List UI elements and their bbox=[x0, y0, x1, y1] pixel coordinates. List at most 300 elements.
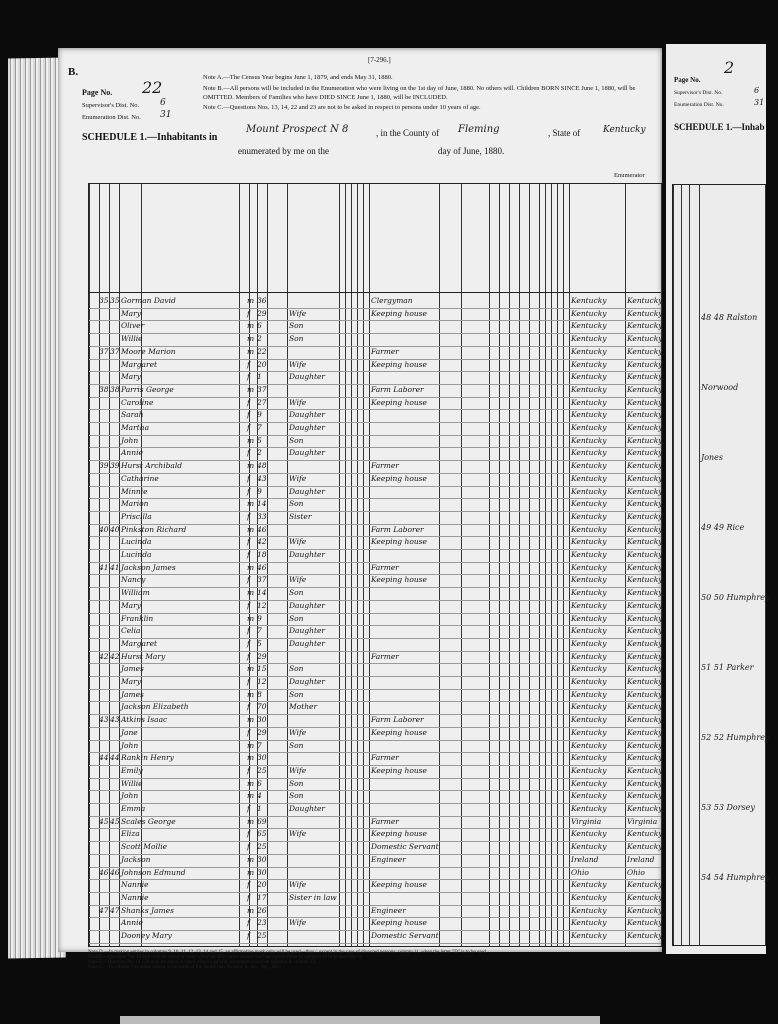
birthplace: Kentucky bbox=[571, 334, 607, 344]
person-name: Mary bbox=[121, 600, 141, 610]
sex: m bbox=[247, 689, 255, 699]
sex: f bbox=[247, 448, 250, 458]
supervisor-value: 6 bbox=[160, 98, 166, 108]
table-row bbox=[89, 347, 661, 360]
birthplace: Kentucky bbox=[571, 613, 607, 623]
relationship: Wife bbox=[289, 575, 307, 585]
age: 30 bbox=[257, 867, 267, 877]
birthplace: Virginia bbox=[571, 816, 602, 826]
table-row bbox=[89, 550, 661, 563]
table-row bbox=[89, 321, 661, 334]
sex: f bbox=[247, 397, 250, 407]
family-number: 41 bbox=[110, 562, 120, 572]
age: 12 bbox=[257, 600, 267, 610]
table-row bbox=[89, 829, 661, 842]
age: 43 bbox=[257, 473, 267, 483]
family-number: 43 bbox=[110, 715, 120, 725]
person-name: Jackson bbox=[121, 854, 151, 864]
relationship: Wife bbox=[289, 727, 307, 737]
sex: f bbox=[247, 537, 250, 547]
sex: f bbox=[247, 931, 250, 940]
birthplace: Kentucky bbox=[571, 842, 607, 852]
table-row bbox=[89, 372, 661, 385]
father-birthplace: Kentucky bbox=[627, 905, 663, 915]
occupation: Farmer bbox=[371, 562, 399, 572]
sex: m bbox=[247, 664, 255, 674]
age: 2 bbox=[257, 448, 262, 458]
sex: f bbox=[247, 765, 250, 775]
relationship: Daughter bbox=[289, 486, 325, 496]
father-birthplace: Kentucky bbox=[627, 473, 663, 483]
relationship: Wife bbox=[289, 765, 307, 775]
person-name: Franklin bbox=[121, 613, 154, 623]
table-row bbox=[89, 652, 661, 665]
table-row bbox=[89, 588, 661, 601]
footnotes bbox=[88, 950, 648, 970]
relationship: Son bbox=[289, 689, 304, 699]
person-name: Shanks James bbox=[121, 905, 174, 915]
relationship: Wife bbox=[289, 829, 307, 839]
page-no-label: Page No. bbox=[82, 88, 113, 97]
birthplace: Kentucky bbox=[571, 715, 607, 725]
person-name: William bbox=[121, 588, 150, 598]
relationship: Daughter bbox=[289, 638, 325, 648]
father-birthplace: Kentucky bbox=[627, 359, 663, 369]
facing-supervisor-label: Supervisor's Dist. No. bbox=[674, 90, 723, 96]
occupation: Farm Laborer bbox=[371, 524, 424, 534]
father-birthplace: Kentucky bbox=[627, 448, 663, 458]
age: 36 bbox=[257, 296, 267, 305]
facing-enumeration-no: 31 bbox=[754, 98, 765, 107]
facing-entry: 51 51 Parker bbox=[701, 663, 754, 672]
father-birthplace: Kentucky bbox=[627, 524, 663, 534]
age: 25 bbox=[257, 931, 267, 940]
person-name: Mary bbox=[121, 372, 141, 382]
table-row bbox=[89, 893, 661, 906]
person-name: John bbox=[121, 791, 139, 801]
relationship: Sister in law bbox=[289, 892, 337, 902]
father-birthplace: Kentucky bbox=[627, 715, 663, 725]
age: 29 bbox=[257, 651, 267, 661]
occupation: Farmer bbox=[371, 461, 399, 471]
relationship: Daughter bbox=[289, 448, 325, 458]
father-birthplace: Kentucky bbox=[627, 537, 663, 547]
facing-entry: Jones bbox=[701, 453, 724, 462]
father-birthplace: Kentucky bbox=[627, 384, 663, 394]
person-name: Annie bbox=[121, 918, 143, 928]
relationship: Son bbox=[289, 321, 304, 331]
father-birthplace: Kentucky bbox=[627, 486, 663, 496]
person-name: Mary bbox=[121, 308, 141, 318]
relationship: Son bbox=[289, 740, 304, 750]
birthplace: Ohio bbox=[571, 867, 589, 877]
age: 33 bbox=[257, 511, 267, 521]
relationship: Wife bbox=[289, 359, 307, 369]
age: 25 bbox=[257, 842, 267, 852]
facing-entry: 50 50 Humphrey bbox=[701, 593, 770, 602]
page-letter: B. bbox=[68, 66, 79, 78]
sex: m bbox=[247, 346, 255, 356]
table-row bbox=[89, 398, 661, 411]
table-row bbox=[89, 880, 661, 893]
relationship: Son bbox=[289, 791, 304, 801]
sex: f bbox=[247, 804, 250, 813]
occupation: Keeping house bbox=[371, 829, 427, 839]
birthplace: Kentucky bbox=[571, 664, 607, 674]
sex: m bbox=[247, 791, 255, 801]
age: 15 bbox=[257, 664, 267, 674]
table-row bbox=[89, 906, 661, 919]
table-row bbox=[89, 677, 661, 690]
facing-column-rule bbox=[689, 185, 690, 945]
table-row bbox=[89, 855, 661, 868]
person-name: Scott Mollie bbox=[121, 842, 168, 852]
age: 26 bbox=[257, 905, 267, 915]
family-number: 35 bbox=[110, 296, 120, 305]
occupation: Farmer bbox=[371, 651, 399, 661]
birthplace: Kentucky bbox=[571, 448, 607, 458]
relationship: Son bbox=[289, 334, 304, 344]
father-birthplace: Kentucky bbox=[627, 689, 663, 699]
father-birthplace: Kentucky bbox=[627, 600, 663, 610]
table-row bbox=[89, 791, 661, 804]
note-c: Note C.—Questions Nos. 13, 14, 22 and 23 are not to be asked in respect to persons under 10 years of age. bbox=[203, 104, 481, 111]
sex: m bbox=[247, 588, 255, 598]
table-row bbox=[89, 410, 661, 423]
birthplace: Kentucky bbox=[571, 461, 607, 471]
father-birthplace: Kentucky bbox=[627, 588, 663, 598]
table-row bbox=[89, 741, 661, 754]
table-row bbox=[89, 385, 661, 398]
footnote-f: Note F.—Question No. 14 will only be asked in cases where a gainful occupation has been reported in column 13. bbox=[88, 960, 317, 965]
table-row bbox=[89, 766, 661, 779]
occupation: Keeping house bbox=[371, 727, 427, 737]
birthplace: Kentucky bbox=[571, 486, 607, 496]
person-name: Martha bbox=[121, 423, 150, 432]
enumerator-label: Enumerator bbox=[614, 172, 645, 179]
age: 4 bbox=[257, 791, 262, 801]
father-birthplace: Kentucky bbox=[627, 791, 663, 801]
age: 12 bbox=[257, 677, 267, 686]
person-name: Scales George bbox=[121, 816, 176, 826]
person-name: Willie bbox=[121, 334, 143, 344]
table-row bbox=[89, 474, 661, 487]
sex: f bbox=[247, 880, 250, 890]
person-name: James bbox=[121, 689, 144, 699]
person-name: Margaret bbox=[121, 638, 158, 648]
age: 48 bbox=[257, 461, 267, 471]
person-name: Jane bbox=[121, 727, 138, 737]
enumeration-label: Enumeration Dist. No. bbox=[82, 114, 141, 121]
table-row bbox=[89, 931, 661, 944]
birthplace: Kentucky bbox=[571, 435, 607, 445]
occupation: Keeping house bbox=[371, 397, 427, 407]
father-birthplace: Kentucky bbox=[627, 562, 663, 572]
birthplace: Kentucky bbox=[571, 384, 607, 394]
relationship: Daughter bbox=[289, 372, 325, 382]
state-label: , State of bbox=[548, 128, 581, 138]
father-birthplace: Kentucky bbox=[627, 702, 663, 712]
father-birthplace: Kentucky bbox=[627, 435, 663, 445]
age: 18 bbox=[257, 550, 267, 559]
occupation: Engineer bbox=[371, 854, 406, 864]
occupation: Keeping house bbox=[371, 880, 427, 890]
table-row bbox=[89, 614, 661, 627]
birthplace: Kentucky bbox=[571, 575, 607, 585]
person-name: Lucinda bbox=[121, 537, 152, 547]
birthplace: Kentucky bbox=[571, 600, 607, 610]
sex: m bbox=[247, 461, 255, 471]
birthplace: Kentucky bbox=[571, 397, 607, 407]
dwelling-number: 43 bbox=[99, 715, 109, 725]
age: 69 bbox=[257, 816, 267, 826]
relationship: Daughter bbox=[289, 626, 325, 636]
age: 7 bbox=[257, 626, 262, 636]
sex: m bbox=[247, 499, 255, 509]
sex: f bbox=[247, 410, 250, 420]
father-birthplace: Kentucky bbox=[627, 778, 663, 788]
person-name: Priscilla bbox=[121, 511, 152, 521]
age: 8 bbox=[257, 689, 262, 699]
birthplace: Kentucky bbox=[571, 727, 607, 737]
facing-column-rule bbox=[673, 185, 674, 945]
facing-table bbox=[672, 184, 770, 946]
occupation: Keeping house bbox=[371, 765, 427, 775]
table-row bbox=[89, 537, 661, 550]
father-birthplace: Kentucky bbox=[627, 892, 663, 902]
birthplace: Kentucky bbox=[571, 321, 607, 331]
age: 6 bbox=[257, 778, 262, 788]
age: 23 bbox=[257, 918, 267, 928]
facing-page-no: 2 bbox=[724, 58, 735, 77]
occupation: Farm Laborer bbox=[371, 715, 424, 725]
father-birthplace: Kentucky bbox=[627, 499, 663, 509]
note-a: Note A.—The Census Year begins June 1, 1879, and ends May 31, 1880. bbox=[203, 74, 393, 81]
father-birthplace: Kentucky bbox=[627, 651, 663, 661]
person-name: Moore Marion bbox=[121, 346, 176, 356]
person-name: Minnie bbox=[121, 486, 148, 496]
sex: m bbox=[247, 867, 255, 877]
person-name: Willie bbox=[121, 778, 143, 788]
father-birthplace: Kentucky bbox=[627, 829, 663, 839]
person-name: Eliza bbox=[121, 829, 140, 839]
sex: f bbox=[247, 677, 250, 686]
dwelling-number: 45 bbox=[99, 816, 109, 826]
family-number: 38 bbox=[110, 384, 120, 394]
sex: f bbox=[247, 423, 250, 432]
table-row bbox=[89, 309, 661, 322]
relationship: Daughter bbox=[289, 423, 325, 432]
family-number: 42 bbox=[110, 651, 120, 661]
age: 9 bbox=[257, 486, 262, 496]
person-name: Rankin Henry bbox=[121, 753, 174, 763]
relationship: Son bbox=[289, 499, 304, 509]
birthplace: Kentucky bbox=[571, 753, 607, 763]
sex: f bbox=[247, 372, 250, 382]
footnote-d: Note D.—In making entries in columns 9, 10, 11, 12, 13, 14 and 15, an affirmative mark only will be used—thus /, except in the case of divorced persons, column 11, when the letter "D" is to be used. bbox=[88, 950, 488, 955]
birthplace: Kentucky bbox=[571, 550, 607, 559]
father-birthplace: Kentucky bbox=[627, 511, 663, 521]
facing-entry: 48 48 Ralston bbox=[701, 313, 758, 322]
occupation: Farmer bbox=[371, 753, 399, 763]
age: 29 bbox=[257, 308, 267, 318]
age: 17 bbox=[257, 892, 267, 902]
sex: f bbox=[247, 550, 250, 559]
table-row bbox=[89, 715, 661, 728]
birthplace: Kentucky bbox=[571, 829, 607, 839]
age: 65 bbox=[257, 829, 267, 839]
table-row bbox=[89, 639, 661, 652]
relationship: Son bbox=[289, 613, 304, 623]
table-row bbox=[89, 626, 661, 639]
father-birthplace: Kentucky bbox=[627, 677, 663, 686]
person-name: Pinkston Richard bbox=[121, 524, 187, 534]
family-number: 40 bbox=[110, 524, 120, 534]
person-name: Margaret bbox=[121, 359, 158, 369]
occupation: Keeping house bbox=[371, 473, 427, 483]
facing-enumeration-label: Enumeration Dist. No. bbox=[674, 102, 724, 108]
footnote-g: Note G.—In column 7 an abbreviation is the name of the month may be used, as Jan., Apr., Dec. bbox=[88, 965, 281, 970]
sex: f bbox=[247, 600, 250, 610]
table-row bbox=[89, 296, 661, 309]
family-number: 44 bbox=[110, 753, 120, 763]
age: 1 bbox=[257, 804, 262, 813]
age: 37 bbox=[257, 575, 267, 585]
age: 46 bbox=[257, 524, 267, 534]
birthplace: Ireland bbox=[571, 854, 599, 864]
age: 20 bbox=[257, 359, 267, 369]
table-row bbox=[89, 436, 661, 449]
occupation: Farm Laborer bbox=[371, 384, 424, 394]
birthplace: Kentucky bbox=[571, 499, 607, 509]
occupation: Domestic Servant bbox=[371, 931, 439, 940]
family-number: 37 bbox=[110, 346, 120, 356]
age: 7 bbox=[257, 423, 262, 432]
table-row bbox=[89, 918, 661, 931]
birthplace: Kentucky bbox=[571, 588, 607, 598]
birthplace: Kentucky bbox=[571, 638, 607, 648]
birthplace: Kentucky bbox=[571, 372, 607, 382]
person-name: Catharine bbox=[121, 473, 159, 483]
occupation: Keeping house bbox=[371, 918, 427, 928]
age: 42 bbox=[257, 537, 267, 547]
birthplace: Kentucky bbox=[571, 765, 607, 775]
person-name: John bbox=[121, 740, 139, 750]
relationship: Son bbox=[289, 588, 304, 598]
table-row bbox=[89, 817, 661, 830]
sex: m bbox=[247, 753, 255, 763]
birthplace: Kentucky bbox=[571, 702, 607, 712]
age: 6 bbox=[257, 321, 262, 331]
person-name: Caroline bbox=[121, 397, 154, 407]
birthplace: Kentucky bbox=[571, 918, 607, 928]
sex: m bbox=[247, 334, 255, 344]
table-row bbox=[89, 448, 661, 461]
relationship: Daughter bbox=[289, 550, 325, 559]
sex: m bbox=[247, 905, 255, 915]
father-birthplace: Kentucky bbox=[627, 550, 663, 559]
facing-page-no-label: Page No. bbox=[674, 76, 701, 84]
table-row bbox=[89, 702, 661, 715]
age: 46 bbox=[257, 562, 267, 572]
sex: m bbox=[247, 740, 255, 750]
relationship: Wife bbox=[289, 880, 307, 890]
dwelling-number: 47 bbox=[99, 905, 109, 915]
person-name: Annie bbox=[121, 448, 143, 458]
father-birthplace: Kentucky bbox=[627, 804, 663, 813]
dwelling-number: 39 bbox=[99, 461, 109, 471]
facing-column-rule bbox=[699, 185, 700, 945]
father-birthplace: Kentucky bbox=[627, 423, 663, 432]
age: 5 bbox=[257, 638, 262, 648]
birthplace: Kentucky bbox=[571, 905, 607, 915]
person-name: Atkins Isaac bbox=[121, 715, 168, 725]
father-birthplace: Kentucky bbox=[627, 296, 663, 305]
sex: f bbox=[247, 842, 250, 852]
family-number: 47 bbox=[110, 905, 120, 915]
enumeration-value: 31 bbox=[160, 110, 172, 120]
day-label: day of June, 1880. bbox=[438, 146, 505, 156]
table-row bbox=[89, 487, 661, 500]
sex: m bbox=[247, 296, 255, 305]
facing-entry: 54 54 Humphrey bbox=[701, 873, 770, 882]
age: 30 bbox=[257, 753, 267, 763]
father-birthplace: Kentucky bbox=[627, 372, 663, 382]
birthplace: Kentucky bbox=[571, 537, 607, 547]
table-row bbox=[89, 753, 661, 766]
person-name: James bbox=[121, 664, 144, 674]
sex: m bbox=[247, 816, 255, 826]
sex: f bbox=[247, 702, 250, 712]
schedule-title: SCHEDULE 1.—Inhabitants in bbox=[82, 132, 218, 143]
father-birthplace: Kentucky bbox=[627, 346, 663, 356]
birthplace: Kentucky bbox=[571, 892, 607, 902]
sex: f bbox=[247, 829, 250, 839]
family-number: 46 bbox=[110, 867, 120, 877]
father-birthplace: Kentucky bbox=[627, 626, 663, 636]
sex: f bbox=[247, 486, 250, 496]
sex: f bbox=[247, 473, 250, 483]
relationship: Son bbox=[289, 664, 304, 674]
sex: f bbox=[247, 626, 250, 636]
birthplace: Kentucky bbox=[571, 804, 607, 813]
father-birthplace: Kentucky bbox=[627, 308, 663, 318]
age: 2 bbox=[257, 334, 262, 344]
father-birthplace: Ireland bbox=[627, 854, 655, 864]
table-row bbox=[89, 804, 661, 817]
person-name: Dooney Mary bbox=[121, 931, 172, 940]
table-row bbox=[89, 728, 661, 741]
relationship: Wife bbox=[289, 473, 307, 483]
census-page-right bbox=[666, 44, 770, 954]
birthplace: Kentucky bbox=[571, 791, 607, 801]
father-birthplace: Kentucky bbox=[627, 918, 663, 928]
person-name: Jackson James bbox=[121, 562, 176, 572]
birthplace: Kentucky bbox=[571, 296, 607, 305]
sex: m bbox=[247, 435, 255, 445]
header-rule bbox=[89, 292, 661, 293]
father-birthplace: Kentucky bbox=[627, 321, 663, 331]
birthplace: Kentucky bbox=[571, 740, 607, 750]
facing-supervisor-no: 6 bbox=[754, 86, 760, 95]
place-name: Mount Prospect N 8 bbox=[246, 124, 349, 135]
table-row bbox=[89, 779, 661, 792]
occupation: Keeping house bbox=[371, 575, 427, 585]
father-birthplace: Kentucky bbox=[627, 931, 663, 940]
birthplace: Kentucky bbox=[571, 524, 607, 534]
scanner-edge bbox=[120, 1016, 600, 1024]
age: 9 bbox=[257, 613, 262, 623]
